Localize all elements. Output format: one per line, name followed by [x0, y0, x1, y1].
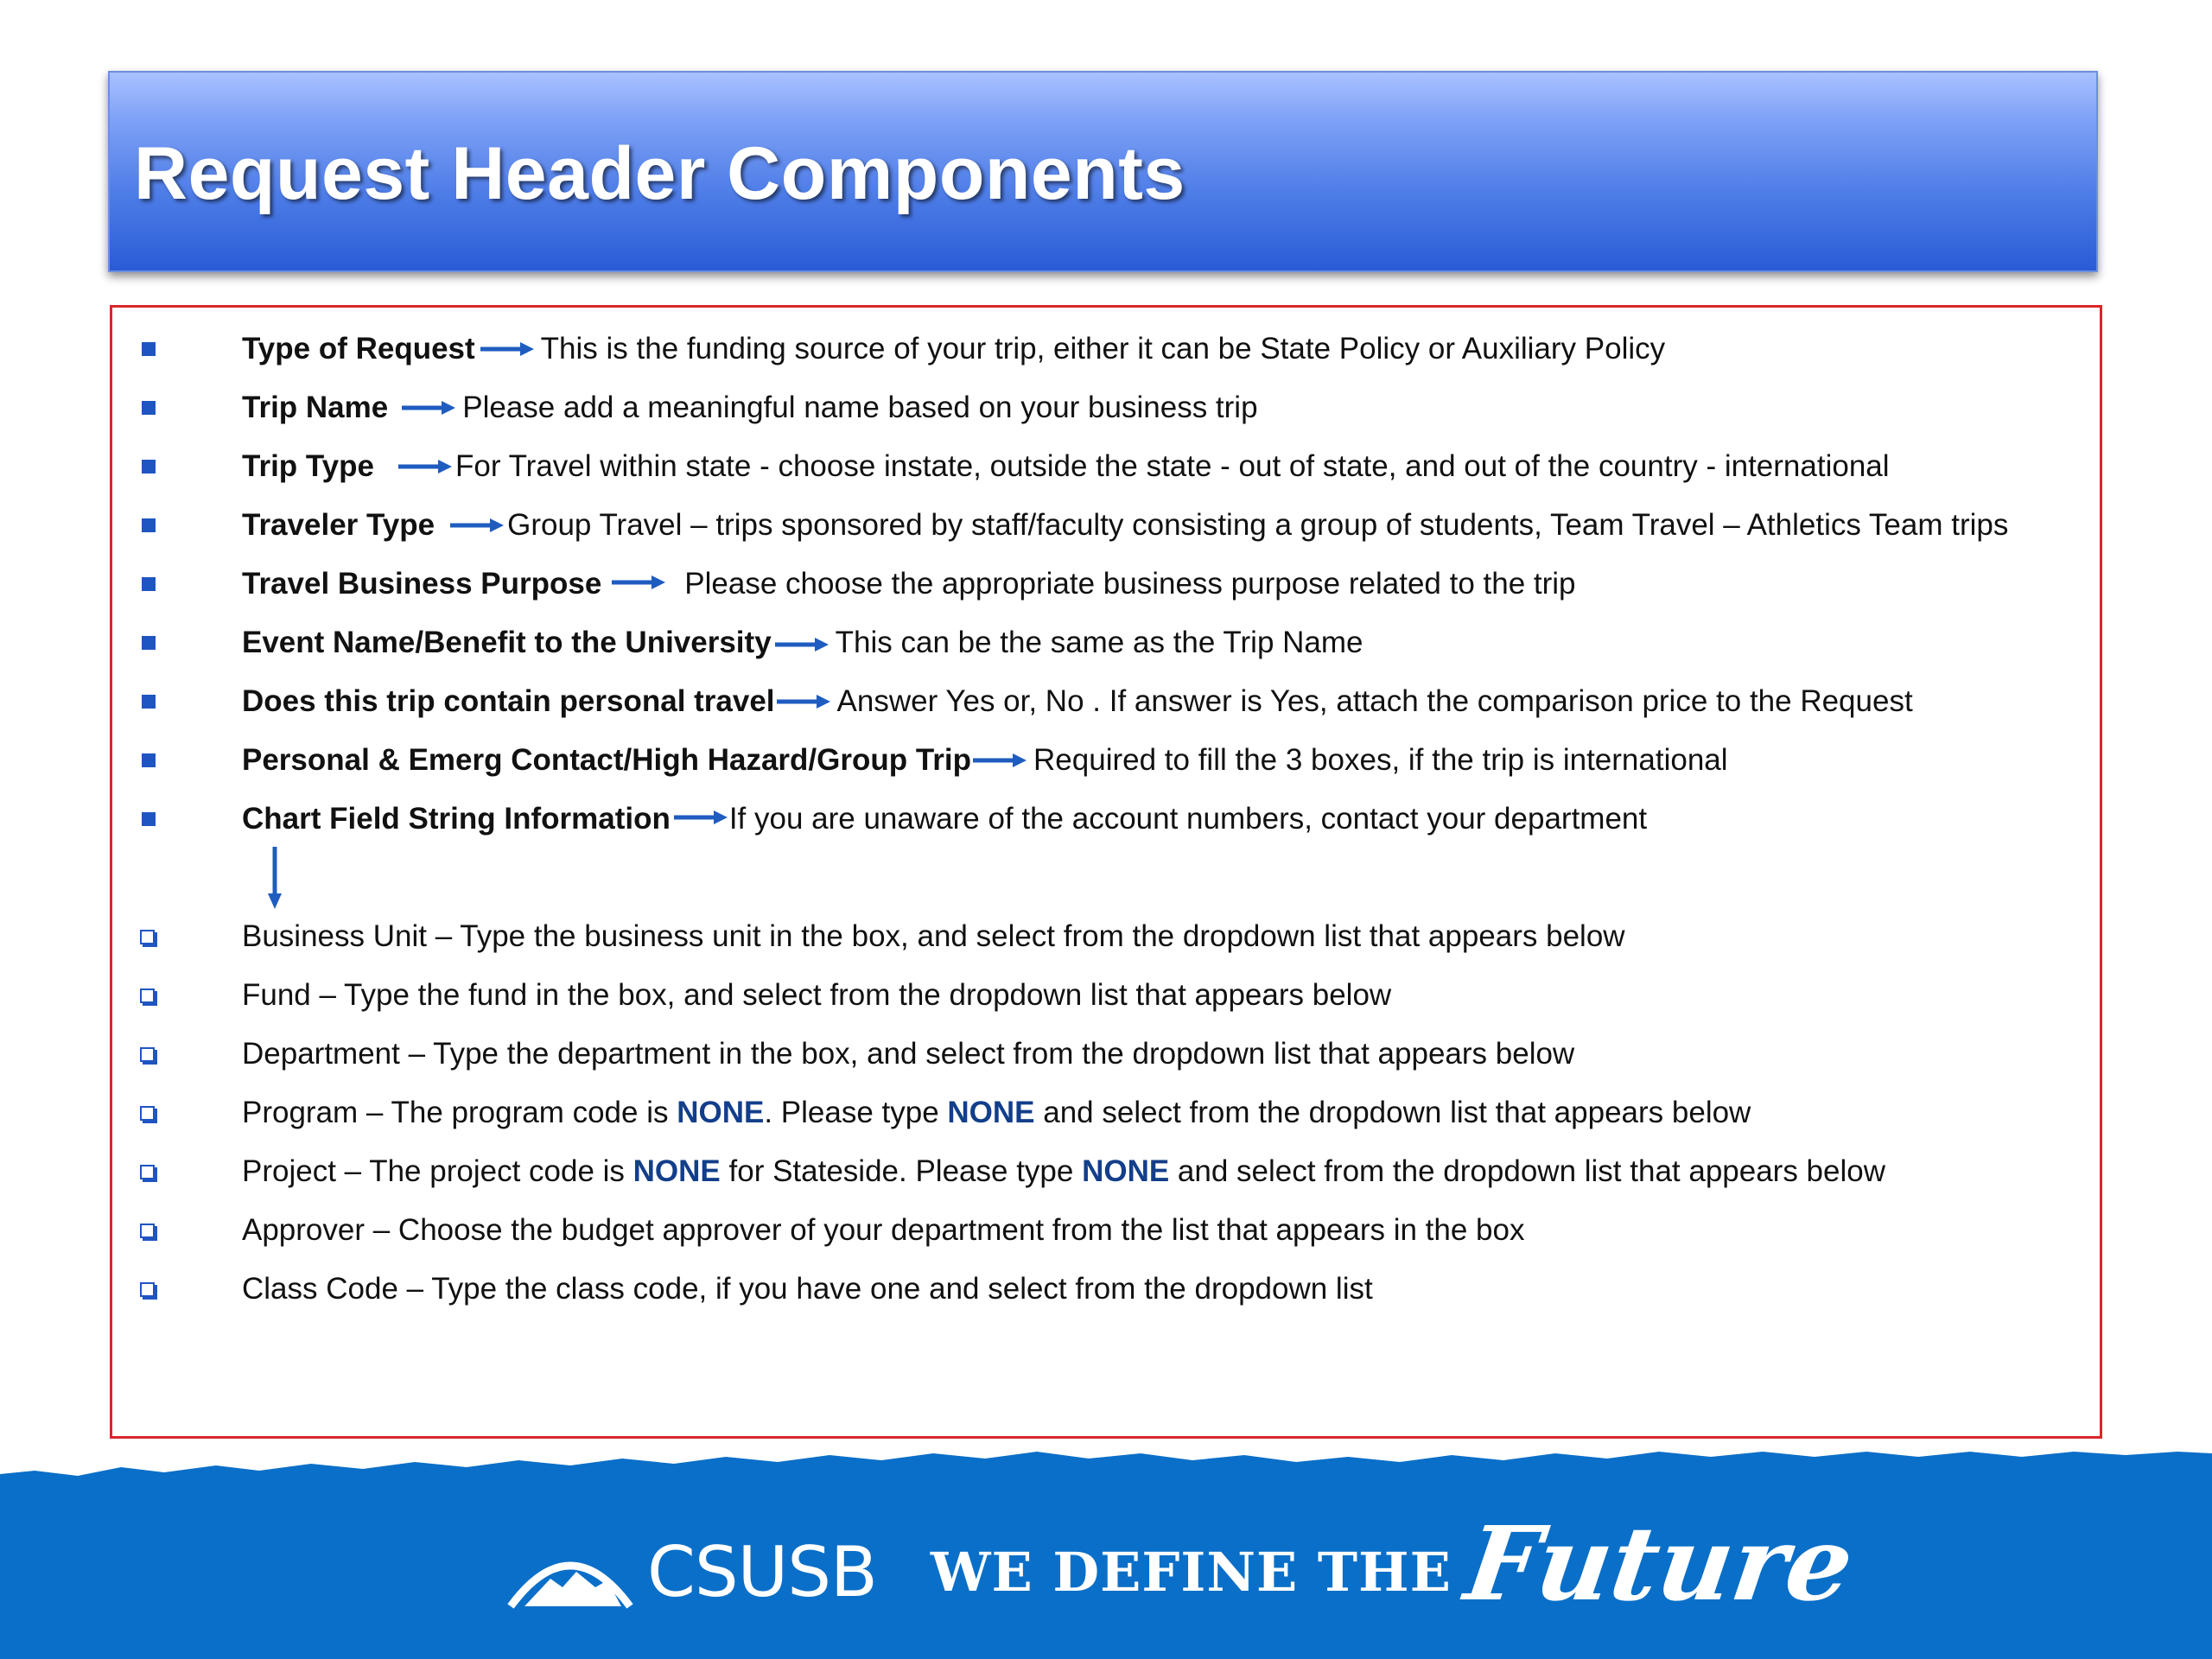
bullet-item — [137, 385, 1258, 430]
sub-list-item — [137, 1208, 1525, 1253]
sub-list-item — [137, 1149, 1886, 1194]
tagline-script: Future — [1459, 1503, 1860, 1624]
square-bullet-icon — [142, 695, 156, 709]
sub-list-item — [137, 914, 1625, 959]
down-arrow-icon — [265, 847, 284, 909]
bullet-desc: This is the funding source of your trip, either it can be State Policy or Auxiliary Policy — [540, 332, 1666, 365]
hollow-square-bullet-icon — [140, 1106, 155, 1121]
hollow-square-bullet-icon — [140, 1224, 155, 1238]
bullet-desc: This can be the same as the Trip Name — [835, 626, 1363, 659]
sub-item-text: Fund – Type the fund in the box, and select from the dropdown list that appears below — [242, 978, 1392, 1012]
bullet-desc: If you are unaware of the account numbers, contact your department — [728, 802, 1648, 836]
sub-item-text: Approver – Choose the budget approver of your department from the list that appears in the box — [242, 1213, 1525, 1247]
sub-list-item — [137, 1032, 1575, 1077]
bullet-item — [137, 738, 1728, 783]
bullet-item — [137, 327, 1666, 372]
bullet-desc: Answer Yes or, No . If answer is Yes, attach the comparison price to the Request — [836, 684, 1913, 718]
bullet-desc: Please choose the appropriate business purpose related to the trip — [684, 567, 1576, 601]
sub-item-text: Program – The program code is — [242, 1096, 677, 1129]
footer-logo — [505, 1503, 1860, 1633]
bullet-term: Trip Name — [242, 391, 389, 424]
right-arrow-icon — [398, 458, 452, 475]
bullet-term: Chart Field String Information — [242, 802, 671, 836]
bullet-desc: For Travel within state - choose instate, outside the state - out of state, and out of the country - international — [455, 449, 1890, 483]
bullet-item — [137, 679, 1913, 724]
bullet-item — [137, 444, 1890, 489]
right-arrow-icon — [973, 752, 1027, 769]
title-banner — [108, 71, 2098, 272]
keyword-none: NONE — [947, 1096, 1035, 1129]
bullet-term: Travel Business Purpose — [242, 567, 602, 601]
square-bullet-icon — [142, 460, 156, 474]
sub-list-item — [137, 973, 1392, 1018]
bullet-item — [137, 503, 2009, 548]
sub-item-text: Business Unit – Type the business unit in the box, and select from the dropdown list that appears below — [242, 919, 1625, 953]
bullet-term: Personal & Emerg Contact/High Hazard/Group Trip — [242, 743, 972, 777]
keyword-none: NONE — [677, 1096, 765, 1129]
square-bullet-icon — [142, 753, 156, 767]
sub-item-text: Department – Type the department in the box, and select from the dropdown list that appears below — [242, 1037, 1575, 1071]
right-arrow-icon — [480, 340, 534, 358]
sub-item-text: Project – The project code is — [242, 1154, 633, 1188]
sub-item-text: Class Code – Type the class code, if you have one and select from the dropdown list — [242, 1272, 1373, 1306]
square-bullet-icon — [142, 342, 156, 356]
right-arrow-icon — [612, 575, 665, 593]
right-arrow-icon — [777, 693, 830, 710]
bullet-item — [137, 620, 1363, 665]
sub-item-text: and select from the dropdown list that appears below — [1169, 1154, 1886, 1188]
hollow-square-bullet-icon — [140, 1282, 155, 1297]
square-bullet-icon — [142, 401, 156, 415]
square-bullet-icon — [142, 812, 156, 826]
bullet-desc: Please add a meaningful name based on your business trip — [462, 391, 1258, 424]
right-arrow-icon — [450, 517, 504, 534]
bullet-item — [137, 797, 1648, 842]
bullet-item — [137, 562, 1576, 607]
bullet-desc: Group Travel – trips sponsored by staff/faculty consisting a group of students, Team Travel – Athletics Team trips — [507, 508, 2009, 542]
bullet-term: Traveler Type — [242, 508, 435, 542]
slide-title: Request Header Components — [134, 132, 1185, 215]
square-bullet-icon — [142, 577, 156, 591]
hollow-square-bullet-icon — [140, 1047, 155, 1062]
bullet-term: Event Name/Benefit to the University — [242, 626, 772, 659]
sub-list-item — [137, 1267, 1373, 1312]
bullet-term: Does this trip contain personal travel — [242, 684, 775, 718]
hollow-square-bullet-icon — [140, 1165, 155, 1179]
right-arrow-icon — [402, 399, 455, 416]
bullet-term: Trip Type — [242, 449, 374, 483]
right-arrow-icon — [674, 810, 728, 828]
keyword-none: NONE — [1082, 1154, 1170, 1188]
square-bullet-icon — [142, 636, 156, 650]
sub-item-text: and select from the dropdown list that appears below — [1034, 1096, 1751, 1129]
brand-name: CSUSB — [647, 1532, 877, 1612]
square-bullet-icon — [142, 518, 156, 532]
bullet-term: Type of Request — [242, 332, 475, 365]
right-arrow-icon — [775, 634, 829, 652]
mountain-logo-icon — [505, 1534, 635, 1611]
sub-list-item — [137, 1090, 1751, 1135]
keyword-none: NONE — [632, 1154, 721, 1188]
tagline: WE DEFINE THE — [930, 1541, 1452, 1604]
sub-item-text: . Please type — [764, 1096, 948, 1129]
sub-item-text: for Stateside. Please type — [720, 1154, 1083, 1188]
bullet-desc: Required to fill the 3 boxes, if the trip is international — [1033, 743, 1728, 777]
hollow-square-bullet-icon — [140, 930, 155, 944]
hollow-square-bullet-icon — [140, 988, 155, 1003]
content-box — [110, 305, 2102, 1439]
